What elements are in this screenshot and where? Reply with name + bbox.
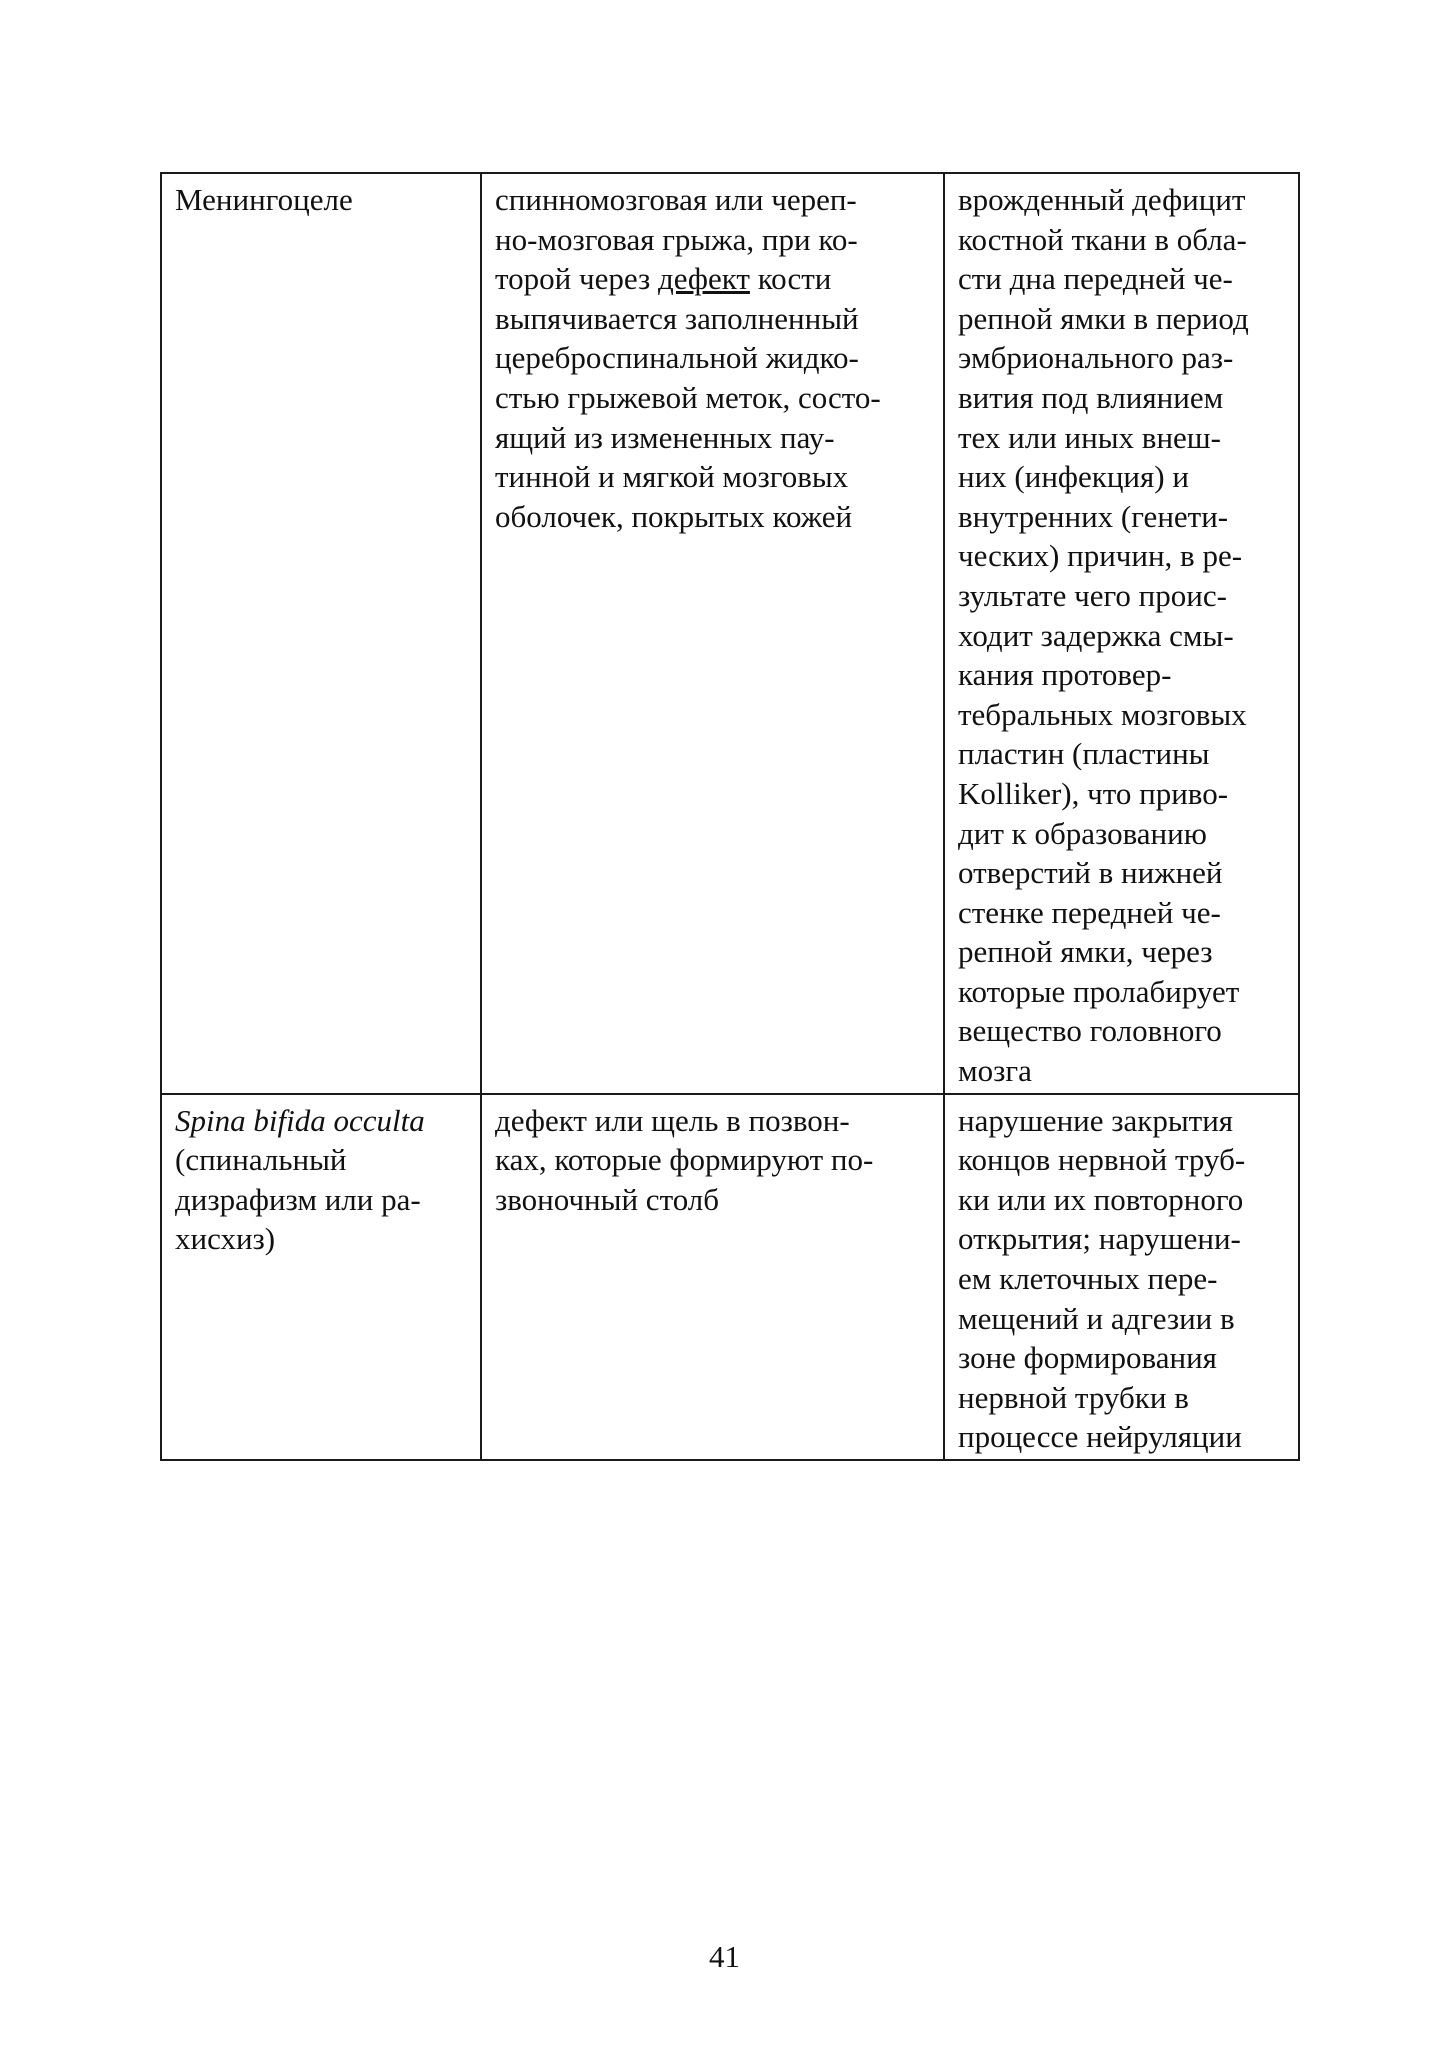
definition-line: стью грыжевой меток, состо- xyxy=(495,379,881,415)
malformation-table xyxy=(160,172,1300,1461)
cause-line: тех или иных внеш- xyxy=(958,419,1221,455)
cause-line: внутренних (генети- xyxy=(958,498,1229,534)
table-row xyxy=(161,173,1299,1094)
cause-cell xyxy=(944,1094,1299,1460)
cause-line: процессе нейруляции xyxy=(958,1419,1242,1455)
page-number: 41 xyxy=(709,1939,740,1974)
cause-line: репной ямки, через xyxy=(958,934,1213,970)
definition-cell xyxy=(481,1094,944,1460)
cause-line: ходит задержка смы- xyxy=(958,617,1234,653)
cause-line: врожденный дефицит xyxy=(958,182,1246,217)
cause-line: эмбрионального раз- xyxy=(958,340,1234,376)
cause-line: пластин (пластины xyxy=(958,736,1210,772)
cause-line: нервной трубки в xyxy=(958,1379,1189,1415)
cause-line: дит к образованию xyxy=(958,815,1207,851)
term-line: (спинальный xyxy=(175,1142,347,1178)
cause-line: тебральных мозговых xyxy=(958,696,1247,732)
cause-line: мещений и адгезии в xyxy=(958,1300,1235,1336)
term-line: хисхиз) xyxy=(175,1221,276,1257)
term-line: дизрафизм или ра- xyxy=(175,1181,421,1217)
definition-line: выпячивается заполненный xyxy=(495,300,859,336)
term-cell xyxy=(161,173,481,1094)
cause-line: кания протовер- xyxy=(958,657,1172,693)
definition-line: звоночный столб xyxy=(495,1181,720,1217)
cause-line: отверстий в нижней xyxy=(958,855,1223,891)
cause-line: Kolliker), что приво- xyxy=(958,775,1229,811)
definition-line: дефект или щель в позвон- xyxy=(495,1102,850,1138)
definition-line: спинномозговая или череп- xyxy=(495,182,857,217)
definition-line: ках, которые формируют по- xyxy=(495,1142,874,1178)
cause-line: стенке передней че- xyxy=(958,894,1221,930)
cause-line: костной ткани в обла- xyxy=(958,221,1247,257)
cause-line: них (инфекция) и xyxy=(958,459,1189,495)
underlined-term: дефект xyxy=(657,261,750,297)
definition-cell xyxy=(481,173,944,1094)
cause-line: репной ямки в период xyxy=(958,300,1249,336)
definition-line: ящий из измененных пау- xyxy=(495,419,835,455)
cause-line: зультате чего проис- xyxy=(958,577,1227,613)
definition-line: тинной и мягкой мозговых xyxy=(495,459,849,495)
cause-line: сти дна передней че- xyxy=(958,261,1233,297)
cause-line: нарушение закрытия xyxy=(958,1102,1234,1138)
cause-line: концов нервной труб- xyxy=(958,1142,1246,1178)
definition-line: оболочек, покрытых кожей xyxy=(495,498,853,534)
cause-line: зоне формирования xyxy=(958,1340,1217,1376)
cause-line: открытия; нарушени- xyxy=(958,1221,1241,1257)
table-row xyxy=(161,1094,1299,1460)
definition-line xyxy=(495,259,935,299)
cause-line: ческих) причин, в ре- xyxy=(958,538,1243,574)
cause-line: вещество головного xyxy=(958,1013,1222,1049)
cause-line: ем клеточных пере- xyxy=(958,1261,1218,1297)
cause-cell xyxy=(944,173,1299,1094)
definition-line: но-мозговая грыжа, при ко- xyxy=(495,221,858,257)
cause-line: вития под влиянием xyxy=(958,379,1224,415)
cause-line: ки или их повторного xyxy=(958,1181,1244,1217)
definition-text: кости xyxy=(749,261,832,297)
cause-line: которые пролабирует xyxy=(958,973,1240,1009)
term-cell xyxy=(161,1094,481,1460)
term-latin: Spina bifida occulta xyxy=(175,1102,425,1138)
cause-line: мозга xyxy=(958,1053,1032,1089)
term-line: Менингоцеле xyxy=(175,182,353,217)
definition-text: торой через xyxy=(495,261,658,297)
definition-line: цереброспинальной жидко- xyxy=(495,340,859,376)
